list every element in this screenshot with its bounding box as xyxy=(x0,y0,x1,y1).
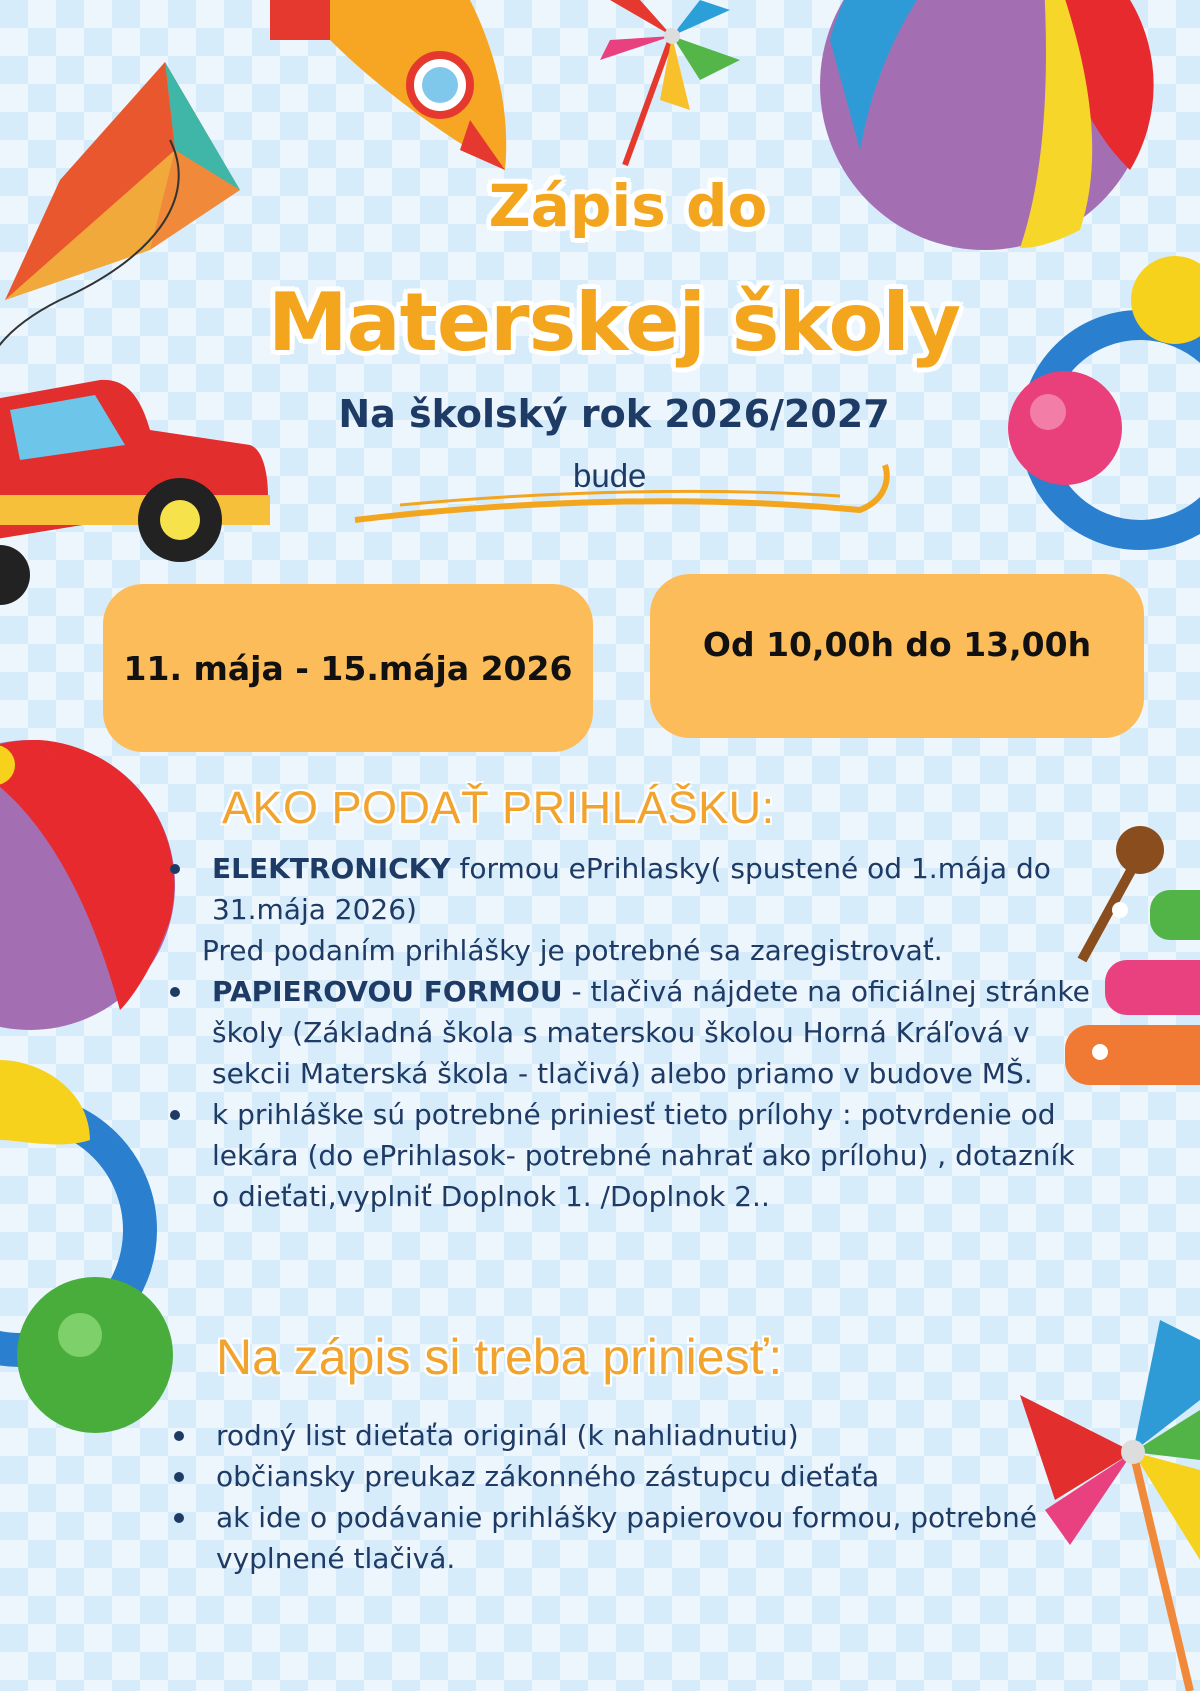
bullet-icon xyxy=(170,1110,180,1120)
item-text: občiansky preukaz zákonného zástupcu dieťaťa xyxy=(216,1460,880,1493)
how-to-apply-heading: AKO PODAŤ PRIHLÁŠKU: xyxy=(222,782,775,833)
title-line-2: Materskej školy xyxy=(268,276,960,369)
bullet-icon xyxy=(170,864,180,874)
rocket-icon xyxy=(270,0,506,170)
item-bold-label: ELEKTRONICKY xyxy=(212,852,451,885)
item-text: k prihláške sú potrebné priniesť tieto prílohy : potvrdenie od lekára (do ePrihlasok- potrebné nahrať ako prílohu) , dotazník o dieťati,vyplniť Doplnok 1. /Doplnok 2.. xyxy=(212,1098,1075,1213)
list-item xyxy=(216,1415,1096,1456)
bullet-icon xyxy=(174,1513,184,1523)
ring-rattle-icon xyxy=(0,1060,173,1433)
item-bold-label: PAPIEROVOU FORMOU xyxy=(212,975,563,1008)
list-item xyxy=(216,1497,1096,1579)
item-text: ak ide o podávanie prihlášky papierovou formou, potrebné vyplnené tlačivá. xyxy=(216,1501,1038,1575)
how-to-apply-list xyxy=(202,848,1092,1217)
beach-ball-icon xyxy=(0,740,175,1030)
list-item xyxy=(216,1456,1096,1497)
what-to-bring-list xyxy=(216,1415,1096,1579)
date-text: 11. mája - 15.mája 2026 xyxy=(123,648,573,688)
item-text: rodný list dieťaťa originál (k nahliadnutiu) xyxy=(216,1419,799,1452)
bullet-icon xyxy=(174,1431,184,1441)
item-note: Pred podaním prihlášky je potrebné sa zaregistrovať. xyxy=(202,934,943,967)
title-line-1: Zápis do xyxy=(488,172,768,240)
date-badge xyxy=(103,584,593,752)
time-text: Od 10,00h do 13,00h xyxy=(702,624,1092,664)
connector-text: bude xyxy=(573,457,647,494)
what-to-bring-heading: Na zápis si treba priniesť: xyxy=(216,1329,783,1385)
list-item xyxy=(212,1094,1092,1217)
school-year-subtitle: Na školský rok 2026/2027 xyxy=(338,392,890,436)
time-badge xyxy=(650,574,1144,738)
bullet-icon xyxy=(174,1472,184,1482)
list-item xyxy=(212,971,1092,1094)
list-item xyxy=(202,848,1092,971)
item-text: formou ePrihlasky( spustené od 1.mája do 31.mája 2026) xyxy=(212,852,1051,926)
pinwheel-icon xyxy=(600,0,740,165)
item-text: - tlačivá nájdete na oficiálnej stránke školy (Základná škola s materskou školou Horná Kráľová v sekcii Materská škola - tlačivá) alebo priamo v budove MŠ. xyxy=(212,975,1090,1090)
bullet-icon xyxy=(170,987,180,997)
